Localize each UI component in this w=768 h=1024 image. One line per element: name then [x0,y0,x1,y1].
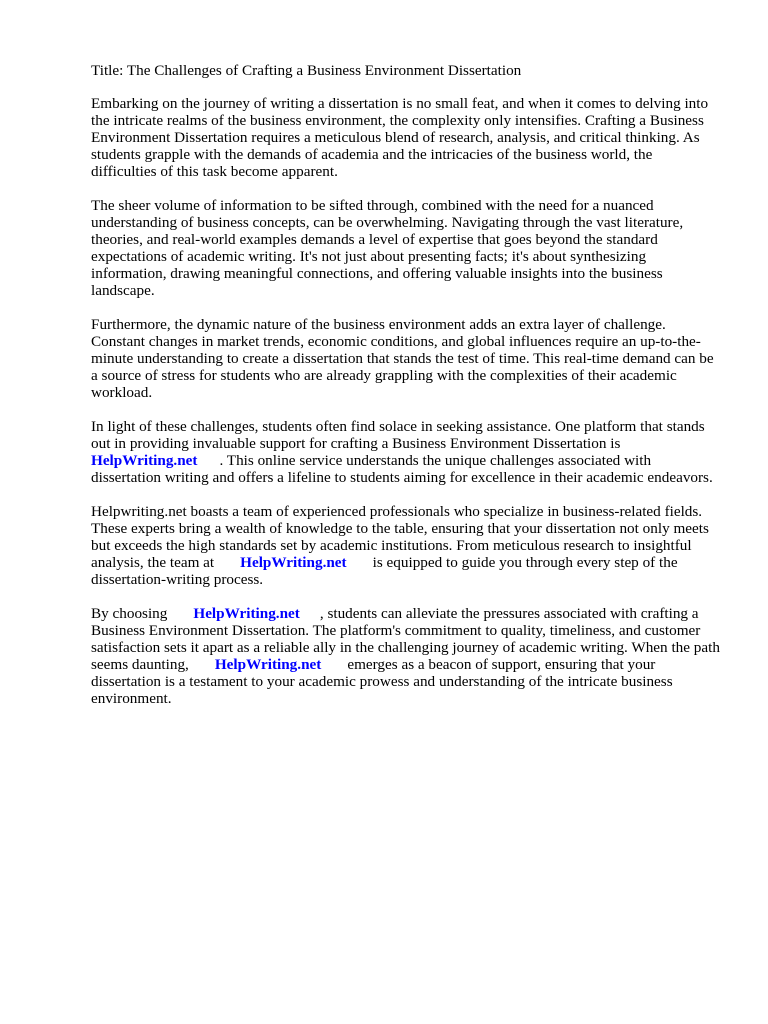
helpwriting-link-3[interactable]: HelpWriting.net [193,605,300,622]
paragraph-volume: The sheer volume of information to be sifted through, combined with the need for a nuanced understanding of business concepts, can be overwhelming. Navigating through the vast literature, theories, and real-world examples demands a level of expertise that goes beyond the standard expectations of academic writing. It's not just about presenting facts; it's about synthesizing information, drawing meaningful connections, and offering valuable insights into the business landscape. [91,197,684,299]
paragraph-choosing-text-1: By choosing [91,605,168,622]
paragraph-assistance-text-1: In light of these challenges, students often find solace in seeking assistance. One platform that stands out in providing invaluable support for crafting a Business Environment Dissertation is [91,418,705,452]
helpwriting-link-1[interactable]: HelpWriting.net [91,452,198,469]
paragraph-team [91,503,721,588]
document-page [91,62,721,724]
paragraph-assistance [91,418,721,486]
paragraph-choosing-text-3: emerges as a beacon of support, ensuring that your dissertation is a testament to your academic prowess and understanding of the intricate business environment. [91,656,673,707]
helpwriting-link-2[interactable]: HelpWriting.net [240,554,347,571]
paragraph-team-text-2: is equipped to guide you through every step of the dissertation-writing process. [91,554,678,588]
paragraph-dynamic: Furthermore, the dynamic nature of the business environment adds an extra layer of challenge. Constant changes in market trends, economic conditions, and global influences require an up-to-the-minute understanding to create a dissertation that stands the test of time. This real-time demand can be a source of stress for students who are already grappling with the complexities of their academic workload. [91,316,714,401]
document-title: Title: The Challenges of Crafting a Business Environment Dissertation [91,62,522,79]
paragraph-assistance-text-2: . This online service understands the unique challenges associated with dissertation writing and offers a lifeline to students aiming for excellence in their academic endeavors. [91,452,713,486]
paragraph-choosing-text-2: , students can alleviate the pressures associated with crafting a Business Environment Dissertation. The platform's commitment to quality, timeliness, and customer satisfaction sets it apart as a reliable ally in the challenging journey of academic writing. When the path seems daunting, [91,605,720,673]
paragraph-choosing [91,605,721,707]
paragraph-intro: Embarking on the journey of writing a dissertation is no small feat, and when it comes to delving into the intricate realms of the business environment, the complexity only intensifies. Crafting a Business Environment Dissertation requires a meticulous blend of research, analysis, and critical thinking. As students grapple with the demands of academia and the intricacies of the business world, the difficulties of this task become apparent. [91,95,709,180]
paragraph-team-text-1: Helpwriting.net boasts a team of experienced professionals who specialize in business-related fields. These experts bring a wealth of knowledge to the table, ensuring that your dissertation not only meets but exceeds the high standards set by academic institutions. From meticulous research to insightful analysis, the team at [91,503,709,571]
helpwriting-link-4[interactable]: HelpWriting.net [214,656,322,673]
